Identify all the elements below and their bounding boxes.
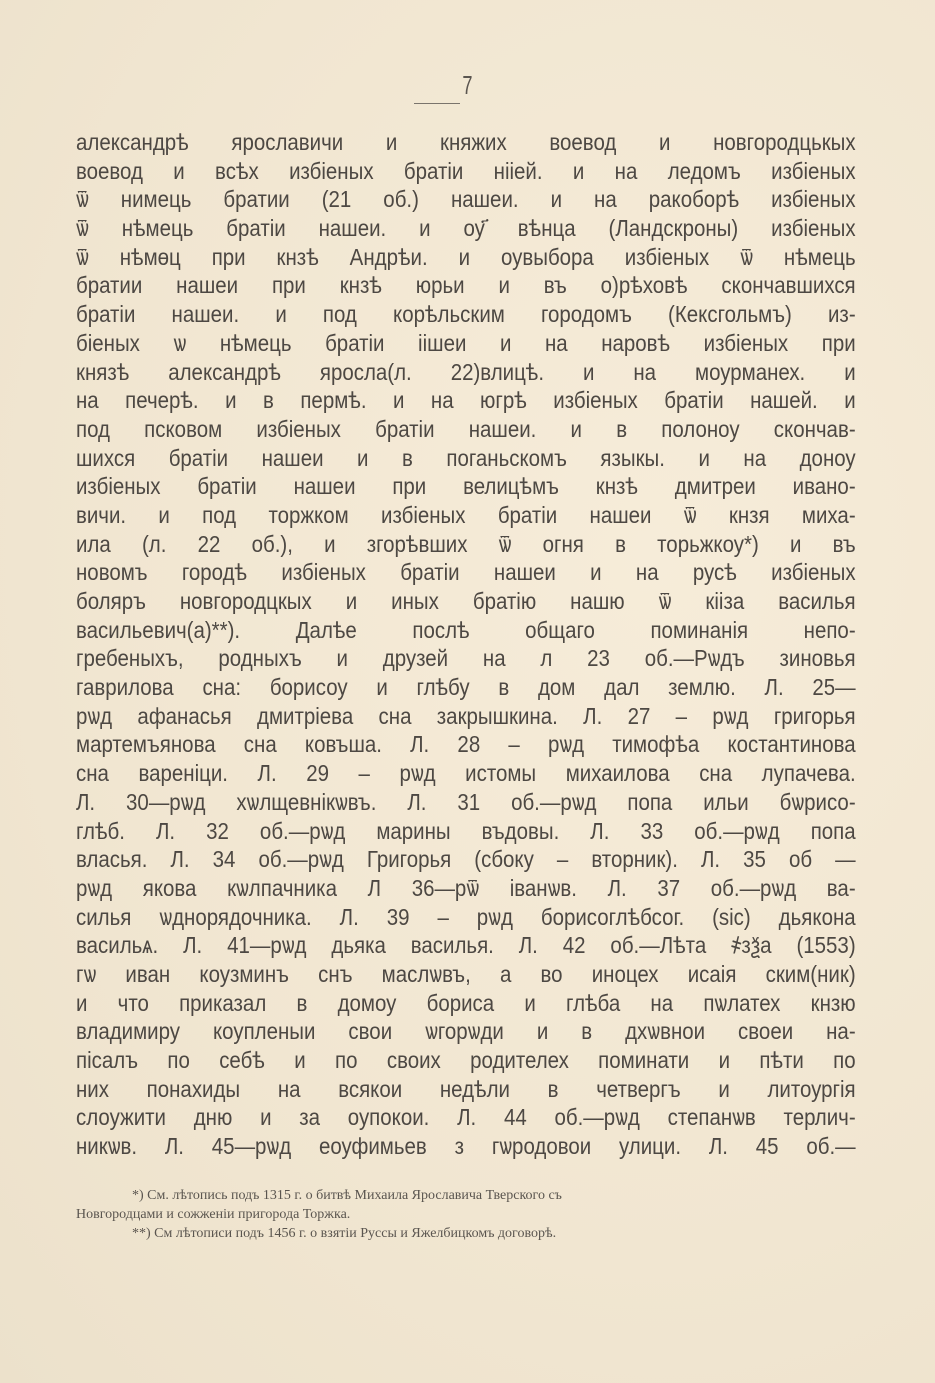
text-line: ѿ нѣмець братіи нашеи. и оу҃ вѣнца (Ландскроны) избіеных — [76, 215, 856, 242]
text-line: братіи нашеи. и под корѣльским городомъ (Кексгольмъ) из- — [76, 301, 856, 328]
text-line: рѡд якова кѡлпачника Л 36—рѿ іванѡв. Л. 37 об.—рѡд ва- — [76, 874, 856, 901]
text-line: шихся братіи нашеи и в поганьскомъ языкы. и на доноу — [76, 444, 856, 471]
text-line: них понахиды на всякои недѣли в четвергъ и литоургія — [76, 1075, 856, 1102]
text-line: александрѣ ярославичи и княжих воевод и новгородцькых — [76, 129, 856, 155]
text-line: никѡв. Л. 45—рѡд еоуфимьев з гѡродовои улици. Л. 45 об.— — [76, 1133, 856, 1160]
text-line: біеных ѡ нѣмець братіи іішеи и на наровѣ избіеных при — [76, 329, 856, 356]
text-line: глѣб. Л. 32 об.—рѡд марины въдовы. Л. 33 об.—рѡд попа — [76, 817, 856, 844]
text-line: гаврилова сна: борисоу и глѣбу в дом дал землю. Л. 25— — [76, 674, 856, 701]
text-line: ѿ нѣмөц при кнзѣ Андрѣи. и оувыбора избіеных ѿ нѣмець — [76, 243, 856, 270]
text-line: ѿ нимець братии (21 об.) нашеи. и на ракоборѣ избіеных — [76, 186, 856, 213]
text-line: воевод и всѣх избіеных братіи нііей. и на ледомъ избіеных — [76, 157, 856, 184]
text-line: и что приказал в домоу бориса и глѣба на пѡлатех кнзю — [76, 989, 856, 1016]
text-line: сна вареніци. Л. 29 – рѡд истомы михаилова сна лупачева. — [76, 760, 856, 787]
text-line: боляръ новгородцкых и иных братію нашю ѿ кііза василья — [76, 588, 856, 614]
text-line: слоужити дню и за оупокои. Л. 44 об.—рѡд степанѡв терлич- — [76, 1104, 856, 1131]
text-line: князѣ александрѣ яросла(л. 22)влицѣ. и на моурманех. и — [76, 358, 856, 385]
text-line: васильевич(а)**). Далѣе послѣ общаго поминанія непо- — [76, 616, 856, 643]
footnote-1: *) См. лѣтопись подъ 1315 г. о битвѣ Михаила Ярославича Тверского съ — [132, 1188, 562, 1203]
text-line: вичи. и под торжком избіеных братіи нашеи ѿ кнзя миха- — [76, 501, 856, 528]
page-number: 7 — [462, 70, 473, 100]
text-line: власья. Л. 34 об.—рѡд Григорья (сбоку – вторник). Л. 35 об — — [76, 846, 856, 873]
text-line: васильѧ. Л. 41—рѡд дьяка василья. Л. 42 об.—Лѣта ҂зѯа (1553) — [76, 932, 856, 959]
text-line: братии нашеи при кнзѣ юрьи и въ о)рѣховѣ скончавшихся — [76, 272, 856, 299]
main-text — [76, 128, 856, 1161]
footnotes — [76, 1186, 776, 1243]
text-line: новомъ городѣ избіеных братіи нашеи и на русѣ избіеных — [76, 559, 856, 586]
text-line: рѡд афанасья дмитріева сна закрышкина. Л. 27 – рѡд григорья — [76, 702, 856, 729]
text-line: под псковом избіеных братіи нашеи. и в полоноу скончав- — [76, 415, 856, 442]
text-line: Л. 30—рѡд хѡлщевнікѡвъ. Л. 31 об.—рѡд попа ильи бѡрисо- — [76, 788, 856, 815]
text-line: на печерѣ. и в пермѣ. и на югрѣ избіеных братіи нашей. и — [76, 387, 856, 414]
footnote-1-continued: Новгородцами и сожженіи пригорода Торжка. — [76, 1207, 351, 1222]
text-line: мартемъянова сна ковъша. Л. 28 – рѡд тимофѣа костантинова — [76, 731, 856, 758]
page-number-rule — [414, 103, 460, 104]
text-line: силья ѡднорядочника. Л. 39 – рѡд борисоглѣбсог. (sic) дьякона — [76, 903, 856, 930]
text-line: гребеныхъ, родныхъ и друзей на л 23 об.—Рѡдъ зиновья — [76, 645, 856, 672]
text-line: гѡ иван коузминъ снъ маслѡвъ, а во иноцех исаія ским(ник) — [76, 960, 856, 987]
text-line: владимиру коупленыи свои ѡгорѡди и в дхѡвнои своеи на- — [76, 1018, 856, 1045]
text-line: избіеных братіи нашеи при велицѣмъ кнзѣ дмитреи ивано- — [76, 473, 856, 500]
footnote-2: **) См лѣтописи подъ 1456 г. о взятіи Руссы и Яжелбицкомъ договорѣ. — [132, 1226, 557, 1241]
text-line: ила (л. 22 об.), и згорѣвших ѿ огня в торьжкоу*) и въ — [76, 530, 856, 557]
text-line: пісалъ по себѣ и по своих родителех поминати и пѣти по — [76, 1047, 856, 1073]
